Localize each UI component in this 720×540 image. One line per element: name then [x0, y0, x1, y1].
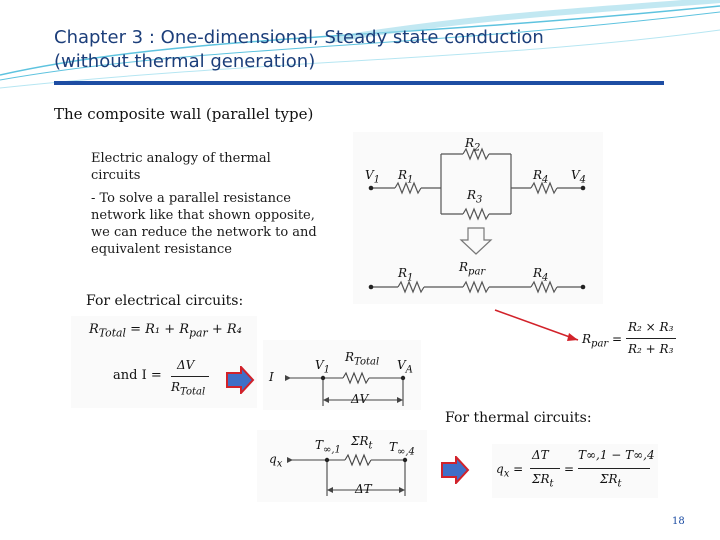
rtotal-label: $R_{Total}$	[345, 350, 380, 368]
q-numerator-1: ΔT	[532, 448, 549, 462]
rpar-denominator: R₂ + R₃	[628, 342, 674, 356]
and-i-label: and I =	[113, 368, 162, 383]
sum-rt-label: $\Sigma R_t$	[351, 434, 373, 452]
label-r1: $R_1$	[398, 168, 414, 186]
label-r3: $R_3$	[467, 188, 483, 206]
q-lhs: $q_x$ =	[496, 462, 524, 480]
q-numerator-2: T∞,1 − T∞,4	[578, 448, 655, 462]
title-underline	[54, 81, 664, 85]
v1-label: $V_1$	[315, 358, 331, 376]
electrical-equations	[71, 316, 257, 408]
thermal-series-circuit	[257, 430, 427, 502]
pointer-arrow	[490, 300, 590, 350]
slide-title	[54, 26, 654, 74]
electrical-series-circuit	[263, 340, 421, 410]
label-r4-reduced: $R_4$	[533, 266, 549, 284]
electrical-label: For electrical circuits:	[86, 293, 244, 309]
label-rpar: $R_{par}$	[459, 260, 486, 278]
analogy-body-line-3: we can reduce the network to and	[91, 225, 317, 240]
analogy-heading-line-1: Electric analogy of thermal	[91, 151, 271, 166]
rpar-numerator: R₂ × R₃	[628, 320, 674, 334]
q-denominator-1: $\Sigma R_t$	[532, 472, 554, 490]
parallel-circuit-diagram	[353, 132, 603, 304]
analogy-body-line-1: - To solve a parallel resistance	[91, 191, 291, 206]
delta-v-label: ΔV	[351, 392, 369, 406]
arrow-right-icon	[225, 366, 255, 394]
label-r4: $R_4$	[533, 168, 549, 186]
analogy-body-line-2: network like that shown opposite,	[91, 208, 315, 223]
rpar-equation: $R_{par}$ = R₂ × R₃ R₂ + R₃	[582, 320, 678, 362]
thermal-label: For thermal circuits:	[445, 410, 592, 426]
rtotal-equation: $R_{Total} = R_1 + R_{par} + R_4$	[89, 322, 242, 340]
label-r1-reduced: $R_1$	[398, 266, 414, 284]
tinf1-label: $T_{\infty,1}$	[315, 438, 341, 456]
thermal-heat-rate-equation: $q_x$ = ΔT $\Sigma R_t$ = T∞,1 − T∞,4 $\Sigma R_t$	[492, 444, 658, 498]
qx-label: $q_x$	[269, 452, 283, 470]
title-line-1: Chapter 3 : One-dimensional, Steady state conduction	[54, 27, 544, 48]
circuit-wires	[353, 132, 603, 304]
title-line-2: (without thermal generation)	[54, 51, 316, 72]
label-r2: $R_2$	[465, 136, 481, 154]
va-label: $V_A$	[397, 358, 413, 376]
analogy-text	[91, 150, 341, 258]
label-v4: $V_4$	[571, 168, 587, 186]
q-denominator-2: $\Sigma R_t$	[600, 472, 622, 490]
label-v1: $V_1$	[365, 168, 381, 186]
delta-t-label: ΔT	[355, 482, 372, 496]
tinf4-label: $T_{\infty,4}$	[389, 440, 415, 458]
current-label: I	[269, 370, 274, 384]
analogy-body-line-4: equivalent resistance	[91, 242, 232, 257]
arrow-right-icon	[440, 456, 470, 484]
analogy-heading-line-2: circuits	[91, 168, 141, 183]
section-heading: The composite wall (parallel type)	[54, 105, 314, 123]
page-number: 18	[672, 516, 685, 527]
current-denominator: $R_{Total}$	[171, 380, 206, 398]
current-numerator: ΔV	[177, 358, 195, 372]
